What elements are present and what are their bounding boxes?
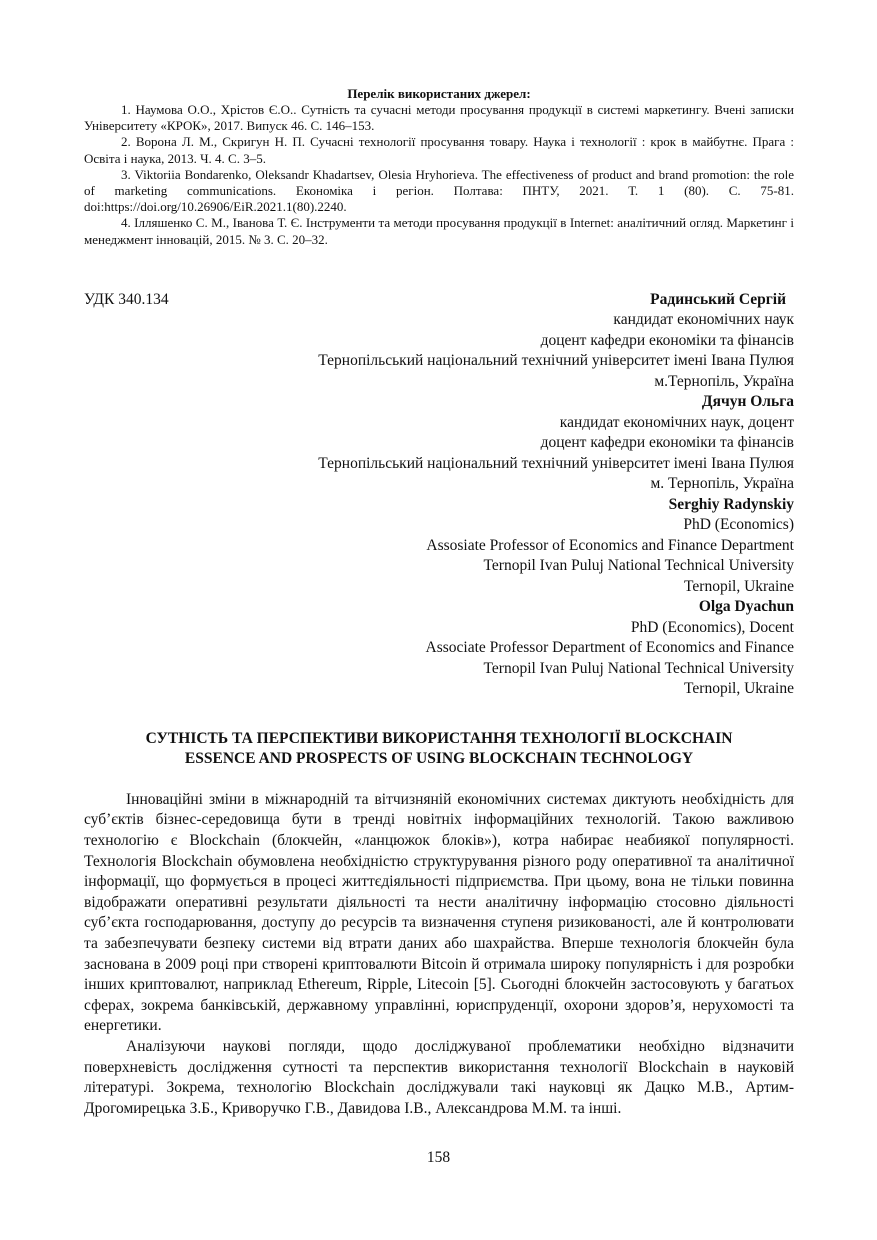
reference-item: 1. Наумова О.О., Хрістов Є.О.. Сутність та сучасні методи просування продукції в системі маркетингу. Вчені записки Університету «КРОК», 2017. Випуск 46. С. 146–153. [84,102,794,134]
author-degree: кандидат економічних наук [613,311,794,329]
author-name-en: Olga Dyachun [698,598,794,616]
author-university-en: Ternopil Ivan Puluj National Technical University [483,659,794,677]
article-title-ua: СУТНІСТЬ ТА ПЕРСПЕКТИВИ ВИКОРИСТАННЯ ТЕХНОЛОГІЇ BLOCKCHAIN [145,729,733,747]
author-name: Дячун Ольга [701,393,794,411]
author-university: Тернопільський національний технічний університет імені Івана Пулюя [318,454,794,472]
body-paragraph: Аналізуючи наукові погляди, щодо досліджуваної проблематики необхідно відзначити поверхневість дослідження сутності та перспектив використання технології Blockchain в науковій літературі. Зокрема, технологію Blockchain досліджували такі науковці як Дацко М.В., Артим-Дрогомирецька З.Б., Криворучко Г.В., Давидова І.В., Александрова М.М. та інші. [84,1037,794,1117]
author-position-en: Assosiate Professor of Economics and Finance Department [426,536,794,554]
author-city-en: Ternopil, Ukraine [684,577,794,595]
article-body [84,790,794,1120]
author-city-en: Ternopil, Ukraine [684,680,794,698]
author-degree-en: PhD (Economics) [683,516,794,534]
author-degree: кандидат економічних наук, доцент [559,413,794,431]
author-position: доцент кафедри економіки та фінансів [540,331,794,349]
author-position-en: Associate Professor Department of Economics and Finance [425,639,794,657]
references-heading: Перелік використаних джерел: [347,86,531,101]
authors-block [84,290,794,700]
author-degree-en: PhD (Economics), Docent [630,618,794,636]
reference-item: 3. Viktoriia Bondarenko, Oleksandr Khadartsev, Olesia Hryhorieva. The effectiveness of product and brand promotion: the role of marketing communications. Економіка і регіон. Полтава: ПНТУ, 2021. Т. 1 (80). С. 75-81. doi:https://doi.org/10.26906/EiR.2021.1(80).2240. [84,166,794,215]
reference-item: 4. Ілляшенко С. М., Іванова Т. Є. Інструменти та методи просування продукції в Internet: аналітичний огляд. Маркетинг і менеджмент інновацій, 2015. № 3. С. 20–32. [84,215,794,247]
article-title-en: ESSENCE AND PROSPECTS OF USING BLOCKCHAIN TECHNOLOGY [184,750,694,768]
author-city: м.Тернопіль, Україна [654,372,794,390]
article-title [84,729,794,770]
author-name-en: Serghiy Radynskiy [668,495,794,513]
author-position: доцент кафедри економіки та фінансів [540,434,794,452]
body-paragraph: Інноваційні зміни в міжнародній та вітчизняній економічних системах диктують необхідність для суб’єктів бізнес-середовища бути в тренді новітніх інформаційних технологій. Такою важливою технологію є Blockchain (блокчейн, «ланцюжок блоків»), котра набирає неабиякої популярності. Технологія Blockchain обумовлена необхідністю структурування різного роду оперативної та аналітичної інформації, що формується в процесі життєдіяльності підприємства. При цьому, вона не тільки повинна відображати оперативні результати діяльності та нести аналітичну інформацію стосовно діяльності суб’єкта господарювання, доступу до ресурсів та визначення ступеня ризикованості, але й контролювати та забезпечувати безпеку системи від втрати даних або шахрайства. Вперше технологія блокчейн була заснована в 2009 році при створені криптовалюти Bitcoin й отримала широку популярність і для розробки інших криптовалют, наприклад Ethereum, Ripple, Litecoin [5]. Сьогодні блокчейн застосовують у багатьох сферах, зокрема банківській, державному управлінні, юриспруденції, охорони здоров’я, нерухомості та енергетики. [84,790,794,1035]
author-name: Радинський Сергій [650,290,786,308]
page-number: 158 [426,1149,451,1166]
document-page [84,86,794,1119]
author-city: м. Тернопіль, Україна [650,475,794,493]
author-university: Тернопільський національний технічний університет імені Івана Пулюя [318,352,794,370]
author-university-en: Ternopil Ivan Puluj National Technical University [483,557,794,575]
udc-code: УДК 340.134 [84,290,169,308]
reference-item: 2. Ворона Л. М., Скригун Н. П. Сучасні технології просування товару. Наука і технології : крок в майбутнє. Прага : Освіта і наука, 2013. Ч. 4. С. 3–5. [84,134,794,166]
